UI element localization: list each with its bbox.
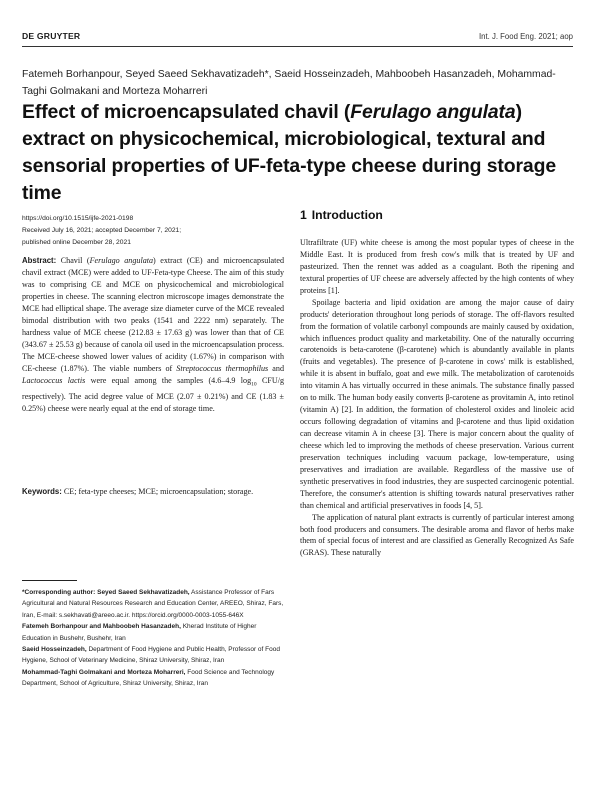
author-list: Fatemeh Borhanpour, Seyed Saeed Sekhavatizadeh*, Saeid Hosseinzadeh, Mahboobeh Hasanzadeh, Mohammad-Taghi Golmakani and Morteza Moharreri: [22, 69, 556, 97]
author-affiliations: [22, 587, 284, 690]
published-date: published online December 28, 2021: [22, 238, 131, 246]
body-paragraph: The application of natural plant extracts is currently of particular interest among both food producers and consumers. The desirable aroma and flavor of herbs make them of special focus of interest and are classified as Generally Recognized As Safe (GRAS). These naturally: [300, 512, 574, 558]
section-title: Introduction: [311, 208, 383, 222]
section-heading: [300, 208, 383, 222]
header-divider: [22, 46, 573, 47]
keywords: Keywords: CE; feta-type cheeses; MCE; microencapsulation; storage.: [22, 487, 254, 496]
article-title: Effect of microencapsulated chavil (Ferulago angulata) extract on physicochemical, microbiological, textural and sensorial properties of UF-feta-type cheese during storage time: [22, 101, 557, 204]
keywords-label: Keywords:: [22, 487, 62, 496]
affiliation-note: Saeid Hosseinzadeh, Department of Food Hygiene and Public Health, Professor of Food Hygiene, School of Veterinary Medicine, Shiraz University, Shiraz, Iran: [22, 646, 280, 665]
abstract: Abstract: Chavil (Ferulago angulata) extract (CE) and microencapsulated chavil extract (MCE) were added to UF-Feta-type Cheese. The aim of this study was to comprising CE and MCE on physicochemical and microbiological properties in cheese. The scanning electron microscope images demonstrate the MCE had elliptical shape. The average size diameter curve of the MCE revealed bimodal distribution with two peaks (1541 and 2222 nm) separately. The hardness value of MCE cheese (212.83 ± 17.63 g) was lower than that of CE (343.67 ± 25.53 g) because of canola oil used in the microencapsulation process. The MCE-cheese showed lower values of acidity (1.67%) in comparison with CE-cheese (1.87%). The viable numbers of Streptococcus thermophilus and Lactococcus lactis were equal among the samples (4.6–4.9 $\log_{10} CFU/g$ respectively). The acid degree value of MCE (2.07 ± 0.21%) and CE (1.83 ± 0.25%) cheese were nearly equal at the end of storage time.: [22, 256, 285, 414]
affiliation-note: Mohammad-Taghi Golmakani and Morteza Moharreri, Food Science and Technology Department, School of Agriculture, Shiraz University, Shiraz, Iran: [22, 668, 275, 688]
abstract-label: Abstract:: [22, 256, 57, 265]
introduction-body: [300, 237, 574, 559]
received-date: Received July 16, 2021; accepted December 7, 2021;: [22, 226, 182, 234]
title-species-name: Ferulago angulata: [350, 101, 516, 123]
body-paragraph: Ultrafiltrate (UF) white cheese is among the most popular types of cheese in the Middle East. It is produced from fresh cow's milk that is treated by UF and pasteurized. Then the rennet was added as a coagulant. Both the ripening and textural properties of UF cheese are adversely affected by the high contents of whey proteins [1].: [300, 238, 574, 295]
body-paragraph: Spoilage bacteria and lipid oxidation are among the major cause of dairy products' deterioration throughout long periods of storage. The off-flavors resulted from the formation of volatile carbonyl compounds are mainly caused by oxidation, which influences product quality and marketability. One of the naturally occurring carotenoids is beta-carotene (β-carotene) which is abundantly available in plants (fruits and vegetables). The presence of β-carotene in cows' milk is established, while it is absent in buffalo, goat and ewe milk. The metabolization of carotenoids into vitamin A has virtually occurred in these animals. The substance finally passed on to milk. The human body easily converts β-carotene as provitamin A, into retinol (vitamin A) [2]. In addition, the formation of cholesterol oxides and linoleic acid occurs following degradation of vitamins and β-carotene and thus lipid oxidation can decrease vitamin A in cheese [3]. There is major concern about the quality of cheese which led to improving the methods of cheese preservation. Various current preservation techniques including vacuum package, low-temperature, using preservatives and irradiation are available. Regardless of the massive use of synthetic preservatives in food industries, they are suspected carcinogenic potential. Therefore, the consumer's attention is shifting towards natural preservatives rather than chemical and artificial preservatives in foods [4, 5].: [300, 297, 574, 510]
running-header: [22, 26, 573, 46]
footnote-divider: [22, 580, 77, 581]
affiliation-note: Fatemeh Borhanpour and Mahboobeh Hasanzadeh, Kherad Institute of Higher Education in Bushehr, Bushehr, Iran: [22, 623, 257, 642]
journal-reference: Int. J. Food Eng. 2021; aop: [478, 31, 573, 41]
doi-link[interactable]: https://doi.org/10.1515/ijfe-2021-0198: [22, 215, 134, 222]
article-metadata: [22, 213, 284, 248]
corresponding-author-note: *Corresponding author: Seyed Saeed Sekhavatizadeh, Assistance Professor of Fars Agricultural and Natural Resources Research and Education Center, AREEO, Shiraz, Fars, Iran, E-mail: s.sekhavati@areeo.ac.ir. https://orcid.org/0000-0003-1055-646X: [22, 589, 284, 619]
section-number: 1: [300, 208, 307, 222]
publisher-name: DE GRUYTER: [22, 31, 81, 41]
